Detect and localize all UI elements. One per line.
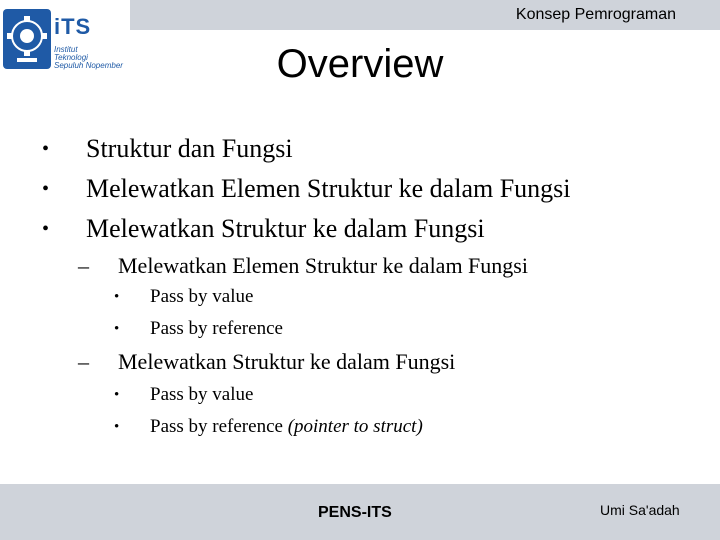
bullet-text: Melewatkan Struktur ke dalam Fungsi — [86, 214, 485, 243]
logo-line-3: Sepuluh Nopember — [54, 61, 123, 70]
bullet-mark: • — [114, 387, 120, 403]
sub-sub-bullet-text: Pass by reference — [150, 318, 283, 339]
header-band — [130, 0, 720, 30]
footer-institution: PENS-ITS — [318, 504, 392, 521]
sub-sub-bullet-text: Pass by value — [150, 286, 254, 307]
course-title: Konsep Pemrograman — [515, 6, 676, 23]
logo-line-2: Teknologi — [54, 53, 88, 62]
sub-bullet-text: Melewatkan Elemen Struktur ke dalam Fungsi — [118, 253, 528, 278]
sub-sub-bullet-italic: (pointer to struct) — [287, 416, 423, 437]
dash-mark: – — [78, 349, 89, 374]
sub-sub-bullet-plain: Pass by reference — [150, 416, 288, 437]
bullet-mark: • — [42, 178, 50, 200]
sub-sub-bullet-text — [150, 416, 423, 438]
bullet-text: Melewatkan Elemen Struktur ke dalam Fungsi — [86, 174, 571, 203]
logo-line-1: Institut — [54, 45, 78, 54]
sub-bullet-text: Melewatkan Struktur ke dalam Fungsi — [118, 349, 456, 374]
bullet-mark: • — [114, 419, 120, 435]
dash-mark: – — [78, 253, 89, 278]
bullet-mark: • — [114, 321, 120, 337]
bullet-mark: • — [42, 138, 50, 160]
bullet-text: Struktur dan Fungsi — [86, 134, 293, 163]
sub-sub-bullet-text: Pass by value — [150, 384, 254, 405]
slide-title: Overview — [276, 42, 444, 86]
bullet-mark: • — [42, 218, 50, 240]
bullet-mark: • — [114, 289, 120, 305]
logo-its-text: iTS — [54, 14, 92, 39]
footer-author: Umi Sa'adah — [600, 502, 680, 518]
